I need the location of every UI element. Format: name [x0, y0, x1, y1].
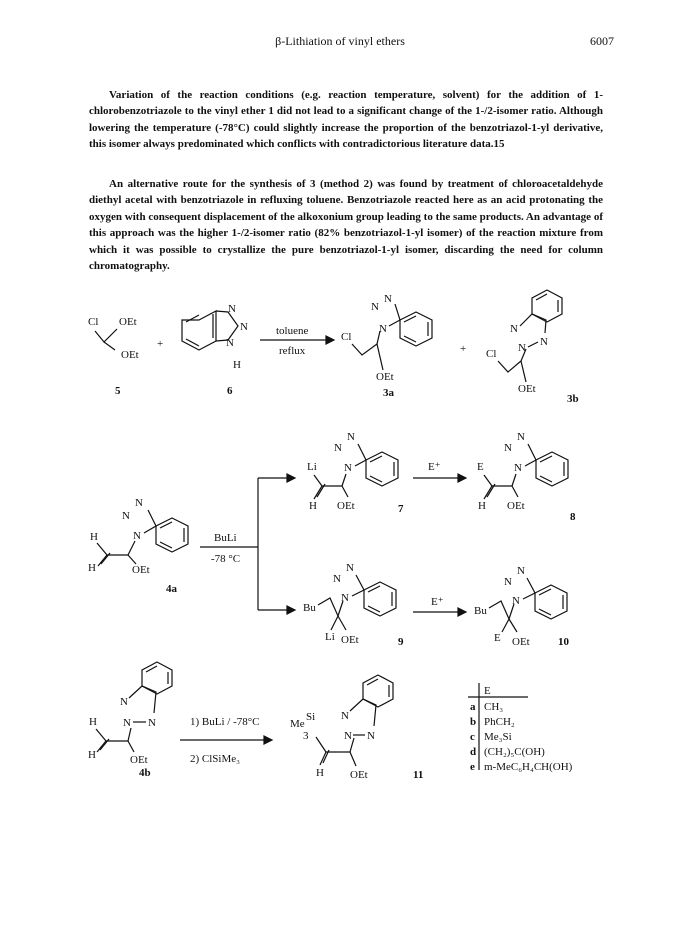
atom-n: N — [510, 323, 518, 335]
atom-oet: OEt — [130, 754, 148, 766]
table-header-e: E — [484, 685, 491, 697]
compound-3a-structure — [341, 293, 432, 383]
table-row-key: a — [470, 701, 476, 713]
atom-n: N — [334, 442, 342, 454]
reagent-electrophile: E⁺ — [431, 596, 444, 608]
atom-n: N — [384, 293, 392, 305]
atom-h: H — [88, 562, 96, 574]
compound-11-structure — [290, 675, 393, 781]
reaction-arrow-e-bottom — [413, 608, 466, 616]
reagent-step-2: 2) ClSiMe₃ — [190, 753, 240, 765]
compound-6-structure — [182, 303, 248, 371]
atom-n: N — [379, 323, 387, 335]
atom-n: N — [341, 592, 349, 604]
reagent-reflux: reflux — [279, 345, 306, 357]
compound-label-10: 10 — [558, 636, 569, 648]
atom-h: H — [316, 767, 324, 779]
compound-label-9: 9 — [398, 636, 404, 648]
atom-n: N — [540, 336, 548, 348]
atom-n: N — [517, 431, 525, 443]
plus-sign: + — [157, 338, 164, 350]
reaction-arrow-e-top — [413, 474, 466, 482]
atom-oet: OEt — [518, 383, 536, 395]
table-row-value: CH₃ — [484, 701, 504, 713]
compound-label-7: 7 — [398, 503, 404, 515]
atom-n: N — [228, 303, 236, 315]
atom-cl: Cl — [88, 316, 99, 328]
table-row-key: c — [470, 731, 475, 743]
atom-oet: OEt — [337, 500, 355, 512]
atom-oet: OEt — [350, 769, 368, 781]
compound-label-4b: 4b — [139, 767, 151, 779]
atom-e: E — [494, 632, 501, 644]
paragraph-text: An alternative route for the synthesis of 3 (method 2) was found by treatment of chloroacetaldehyde diethyl acetal with benzotriazole in refluxing toluene. Benzotriazole reacted here as an acid protonating the oxygen with consequent displacement of the alkoxonium group leading to the same products. An advantage of this approach was the higher 1-/2-isomer ratio (82% benzotriazol-1-yl isomer) of the reaction mixture from which it was possible to crystallize the pure benzotriazol-1-yl isomer, discarding the need for column chromatography. — [89, 178, 603, 273]
scheme-1 — [88, 290, 579, 405]
atom-bu: Bu — [474, 605, 487, 617]
atom-me: Me — [290, 718, 305, 730]
compound-5-structure — [88, 316, 139, 361]
atom-n: N — [133, 530, 141, 542]
atom-n: N — [371, 301, 379, 313]
atom-n: N — [135, 497, 143, 509]
compound-label-5: 5 — [115, 385, 121, 397]
atom-h: H — [478, 500, 486, 512]
atom-oet: OEt — [132, 564, 150, 576]
compound-4a-structure — [88, 497, 188, 576]
compound-label-6: 6 — [227, 385, 233, 397]
table-row-key: b — [470, 716, 477, 728]
compound-label-11: 11 — [413, 769, 424, 781]
reaction-arrow-3 — [180, 736, 272, 744]
atom-n: N — [240, 321, 248, 333]
compound-label-3a: 3a — [383, 387, 394, 399]
atom-n: N — [226, 337, 234, 349]
reaction-arrow-1 — [260, 336, 334, 344]
compound-label-4a: 4a — [166, 583, 177, 595]
atom-oet: OEt — [341, 634, 359, 646]
atom-n: N — [367, 730, 375, 742]
compound-3b-structure — [486, 290, 562, 395]
atom-h: H — [309, 500, 317, 512]
table-row-value: m-MeC₆H₄CH(OH) — [484, 761, 573, 773]
atom-h: H — [88, 749, 96, 761]
atom-h: H — [90, 531, 98, 543]
table-row-value: (CH₂)₅C(OH) — [484, 746, 545, 758]
atom-n: N — [512, 595, 520, 607]
atom-n: N — [120, 696, 128, 708]
compound-9-structure — [303, 562, 396, 646]
atom-oet: OEt — [121, 349, 139, 361]
atom-li: Li — [307, 461, 317, 473]
reagent-temperature: -78 °C — [211, 553, 241, 565]
atom-n: N — [123, 717, 131, 729]
atom-n: N — [518, 342, 526, 354]
atom-oet: OEt — [119, 316, 137, 328]
atom-n: N — [344, 730, 352, 742]
atom-n: N — [346, 562, 354, 574]
reagent-buli: BuLi — [214, 532, 237, 544]
reagent-toluene: toluene — [276, 325, 309, 337]
table-row-key: d — [470, 746, 477, 758]
branching-arrow — [200, 474, 295, 614]
paragraph-text: Variation of the reaction conditions (e.g. reaction temperature, solvent) for the addition of 1-chlorobenzotriazole to the vinyl ether 1 did not lead to a significant change of the 1-/2-isomer ratio. Although lowering the temperature (-78°C) could slightly increase the proportion of the benzotriazol-1-yl derivative, this isomer always predominated which conflicts with contradictorious literature data.15 — [89, 89, 603, 151]
atom-n: N — [504, 576, 512, 588]
page-number: 6007 — [590, 34, 614, 48]
atom-h: H — [89, 716, 97, 728]
electrophile-table — [468, 683, 573, 773]
compound-4b-structure — [88, 662, 172, 766]
atom-n: N — [333, 573, 341, 585]
compound-8-structure — [477, 431, 568, 512]
atom-n: N — [122, 510, 130, 522]
scheme-2 — [88, 431, 576, 648]
atom-n: N — [344, 462, 352, 474]
atom-n: N — [341, 710, 349, 722]
reagent-step-1: 1) BuLi / -78°C — [190, 716, 260, 728]
running-header-title: β-Lithiation of vinyl ethers — [275, 34, 405, 48]
atom-cl: Cl — [341, 331, 352, 343]
atom-si: Si — [306, 711, 316, 723]
compound-label-3b: 3b — [567, 393, 579, 405]
atom-h: H — [233, 359, 241, 371]
atom-e: E — [477, 461, 484, 473]
atom-cl: Cl — [486, 348, 497, 360]
atom-n: N — [514, 462, 522, 474]
atom-bu: Bu — [303, 602, 316, 614]
reagent-electrophile: E⁺ — [428, 461, 441, 473]
table-row-value: Me₃Si — [484, 731, 512, 743]
subscript-3: 3 — [303, 730, 309, 742]
compound-10-structure — [474, 565, 567, 648]
plus-sign: + — [460, 343, 467, 355]
compound-label-8: 8 — [570, 511, 576, 523]
atom-li: Li — [325, 631, 335, 643]
compound-7-structure — [307, 431, 398, 512]
scheme-3 — [88, 662, 573, 781]
atom-oet: OEt — [507, 500, 525, 512]
atom-n: N — [504, 442, 512, 454]
atom-oet: OEt — [512, 636, 530, 648]
atom-n: N — [148, 717, 156, 729]
table-row-key: e — [470, 761, 475, 773]
atom-n: N — [347, 431, 355, 443]
table-row-value: PhCH₂ — [484, 716, 515, 728]
atom-oet: OEt — [376, 371, 394, 383]
atom-n: N — [517, 565, 525, 577]
